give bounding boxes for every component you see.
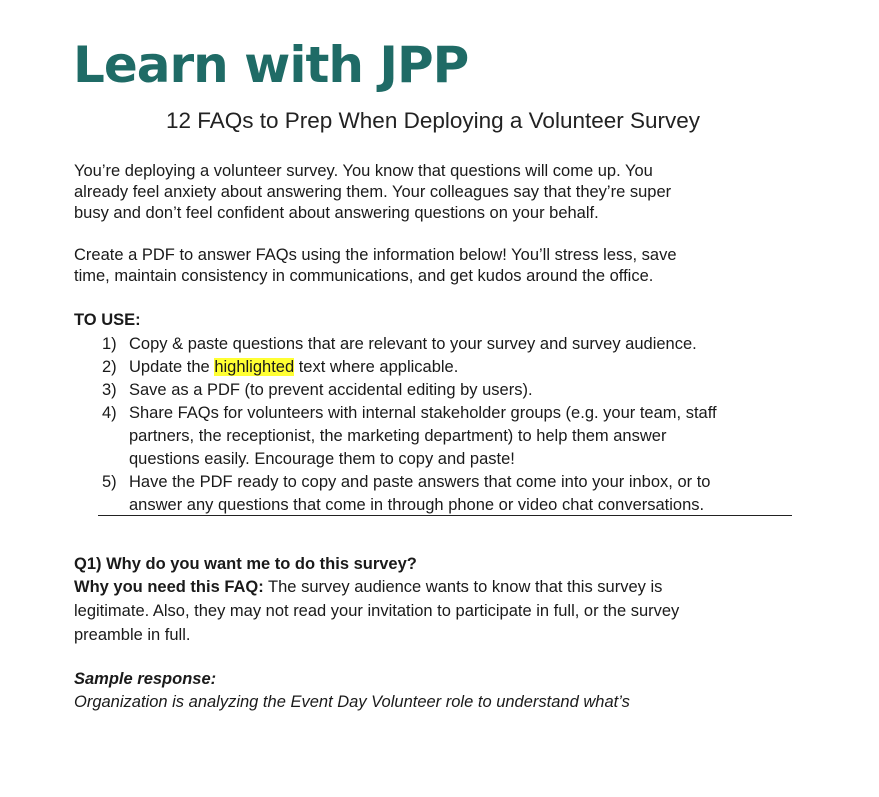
sample-response-heading: Sample response: — [74, 670, 217, 688]
list-item — [74, 333, 814, 356]
document-subtitle: 12 FAQs to Prep When Deploying a Volunteer Survey — [165, 108, 701, 133]
step-number: 2) — [102, 358, 117, 376]
step-number: 1) — [102, 335, 117, 353]
section-divider — [98, 515, 792, 516]
step-text: Save as a PDF (to prevent accidental editing by users). — [129, 381, 533, 399]
step-text-line-2: partners, the receptionist, the marketing department) to help them answer — [129, 427, 667, 445]
intro-p2-line-1: Create a PDF to answer FAQs using the information below! You’ll stress less, save — [74, 246, 677, 264]
intro-p2-line-2: time, maintain consistency in communications, and get kudos around the office. — [74, 267, 654, 285]
faq-why-line-2: legitimate. Also, they may not read your invitation to participate in full, or the survey — [74, 602, 680, 620]
step-text-line-3: questions easily. Encourage them to copy and paste! — [129, 450, 515, 468]
faq-why-line-3: preamble in full. — [74, 626, 191, 644]
brand-title: Learn with JPP — [73, 36, 469, 94]
intro-p1-line-1: You’re deploying a volunteer survey. You know that questions will come up. You — [74, 162, 653, 180]
faq-question-1: Q1) Why do you want me to do this survey? — [74, 555, 417, 573]
faq-why-label: Why you need this FAQ: — [74, 578, 264, 596]
faq-why-paragraph — [74, 575, 814, 647]
step-text-line-1: Share FAQs for volunteers with internal stakeholder groups (e.g. your team, staff — [129, 404, 717, 422]
highlighted-word: highlighted — [214, 358, 295, 376]
faq-why-line-1 — [74, 575, 814, 599]
step-text — [129, 356, 814, 379]
list-item — [74, 379, 814, 402]
to-use-steps — [74, 333, 814, 517]
faq-why-text: The survey audience wants to know that this survey is — [263, 578, 663, 596]
step-text-line-1: Have the PDF ready to copy and paste answers that come into your inbox, or to — [129, 473, 711, 491]
step-number: 4) — [102, 404, 117, 422]
step-number: 5) — [102, 473, 117, 491]
step-text-line-2: answer any questions that come in through phone or video chat conversations. — [129, 496, 705, 514]
step-text-after: text where applicable. — [294, 358, 459, 376]
intro-paragraph-2 — [74, 245, 814, 287]
step-number: 3) — [102, 381, 117, 399]
step-text: Copy & paste questions that are relevant to your survey and survey audience. — [129, 335, 697, 353]
list-item — [74, 402, 814, 471]
intro-p1-line-3: busy and don’t feel confident about answering questions on your behalf. — [74, 204, 599, 222]
intro-paragraph-1 — [74, 161, 814, 224]
to-use-heading: TO USE: — [74, 311, 141, 329]
list-item — [74, 471, 814, 517]
list-item — [74, 356, 814, 379]
intro-p1-line-2: already feel anxiety about answering them. Your colleagues say that they’re super — [74, 183, 672, 201]
step-text-before: Update the — [129, 358, 215, 376]
sample-response-text: Organization is analyzing the Event Day Volunteer role to understand what’s — [74, 693, 630, 711]
